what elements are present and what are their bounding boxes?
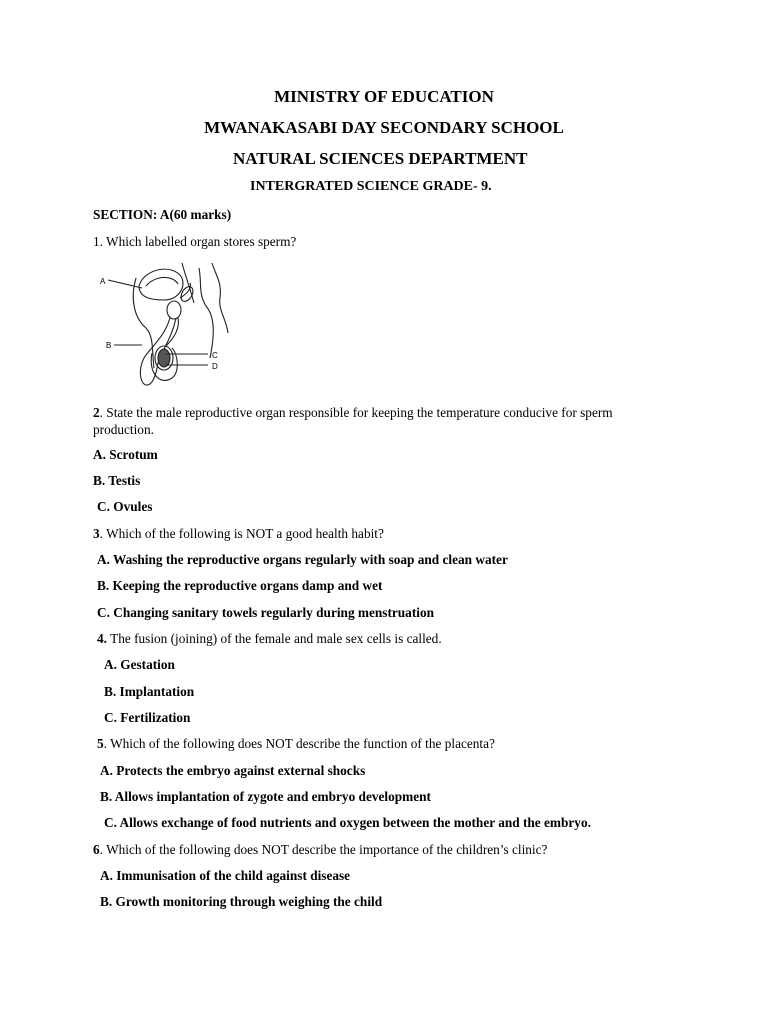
q3-option-c: C. Changing sanitary towels regularly during menstruation	[97, 605, 434, 620]
question-6-text: . Which of the following does NOT describe the importance of the children’s clinic?	[99, 842, 548, 857]
school-title: MWANAKASABI DAY SECONDARY SCHOOL	[204, 118, 564, 137]
department-title: NATURAL SCIENCES DEPARTMENT	[233, 149, 528, 168]
q2-option-a: A. Scrotum	[93, 447, 158, 462]
question-5	[97, 736, 495, 752]
question-1: 1. Which labelled organ stores sperm?	[93, 234, 297, 249]
label-d: D	[212, 362, 218, 371]
question-2-text: . State the male reproductive organ responsible for keeping the temperature conducive for sperm production.	[93, 405, 613, 437]
q6-option-b: B. Growth monitoring through weighing the child	[100, 894, 383, 909]
q3-option-b: B. Keeping the reproductive organs damp and wet	[97, 578, 383, 593]
question-5-number: 5	[97, 736, 104, 751]
q6-option-a: A. Immunisation of the child against disease	[100, 868, 351, 883]
subject-title: INTERGRATED SCIENCE GRADE- 9.	[250, 179, 492, 194]
question-3-number: 3	[93, 526, 100, 541]
q2-option-b: B. Testis	[93, 473, 141, 488]
label-b: B	[106, 341, 112, 350]
q4-option-a: A. Gestation	[104, 657, 175, 672]
bladder-shape	[139, 269, 183, 300]
question-4-text: The fusion (joining) of the female and male sex cells is called.	[106, 631, 442, 646]
question-5-text: . Which of the following does NOT describe the function of the placenta?	[103, 736, 495, 751]
q4-option-c: C. Fertilization	[104, 710, 191, 725]
question-2-number: 2	[93, 405, 100, 420]
label-a: A	[100, 277, 106, 286]
question-3	[93, 526, 384, 542]
q3-option-a: A. Washing the reproductive organs regularly with soap and clean water	[97, 552, 508, 567]
question-3-text: . Which of the following is NOT a good health habit?	[99, 526, 384, 541]
q4-option-b: B. Implantation	[104, 684, 195, 699]
question-2	[93, 404, 673, 438]
section-heading: SECTION: A(60 marks)	[93, 207, 232, 222]
question-4	[97, 631, 442, 647]
q5-option-c: C. Allows exchange of food nutrients and oxygen between the mother and the embryo.	[104, 815, 591, 830]
q5-option-b: B. Allows implantation of zygote and embryo development	[100, 789, 431, 804]
male-reproductive-diagram	[94, 258, 244, 393]
question-6-number: 6	[93, 842, 100, 857]
question-4-number: 4.	[97, 631, 107, 646]
q2-option-c: C. Ovules	[97, 499, 153, 514]
label-c: C	[212, 351, 218, 360]
ministry-title: MINISTRY OF EDUCATION	[274, 87, 494, 106]
q5-option-a: A. Protects the embryo against external shocks	[100, 763, 366, 778]
question-6	[93, 842, 547, 858]
